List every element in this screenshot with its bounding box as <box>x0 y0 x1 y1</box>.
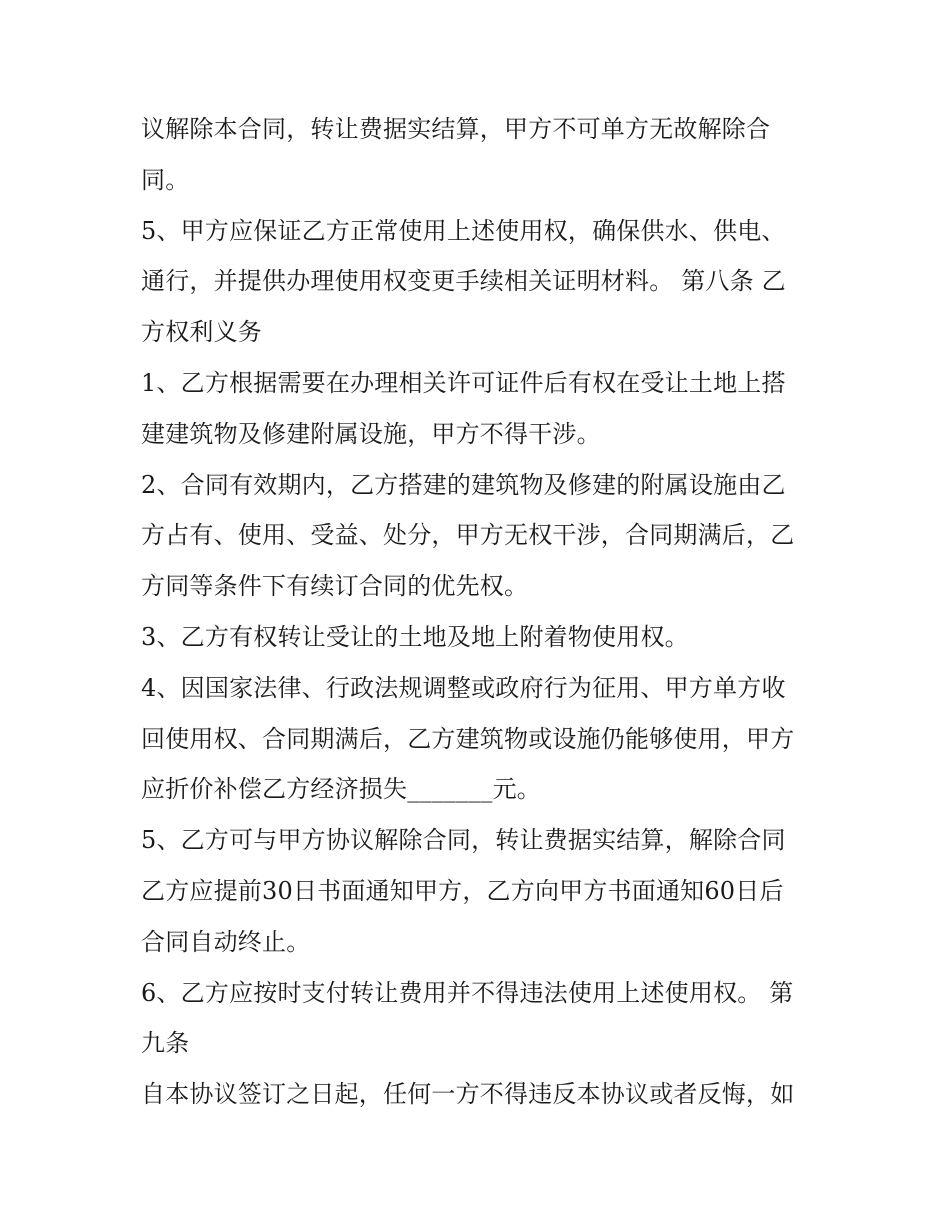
text-line: 通行，并提供办理使用权变更手续相关证明材料。 第八条 乙 <box>141 267 786 296</box>
text-line: 议解除本合同，转让费据实结算，甲方不可单方无故解除合 <box>141 115 771 143</box>
text-line: 应折价补偿乙方经济损失_______元。 <box>141 775 541 804</box>
text-line: 3、乙方有权转让受让的土地及地上附着物使用权。 <box>141 622 689 651</box>
text-line: 回使用权、合同期满后，乙方建筑物或设施仍能够使用，甲方 <box>141 724 795 753</box>
text-line: 自本协议签订之日起，任何一方不得违反本协议或者反悔，如 <box>141 1080 795 1109</box>
text-line: 4、因国家法律、行政法规调整或政府行为征用、甲方单方收 <box>141 673 786 702</box>
text-line: 5、乙方可与甲方协议解除合同，转让费据实结算，解除合同 <box>141 826 786 855</box>
text-line: 合同自动终止。 <box>141 927 311 956</box>
text-line: 方占有、使用、受益、处分，甲方无权干涉，合同期满后，乙 <box>141 521 795 550</box>
document-body <box>141 104 821 1120</box>
text-line: 建建筑物及修建附属设施，甲方不得干涉。 <box>141 419 601 448</box>
text-line: 九条 <box>141 1029 190 1058</box>
text-line: 乙方应提前30日书面通知甲方，乙方向甲方书面通知60日后 <box>141 876 784 905</box>
text-line: 方权利义务 <box>141 318 262 347</box>
text-line: 1、乙方根据需要在办理相关许可证件后有权在受让土地上搭 <box>141 368 786 397</box>
text-line: 同。 <box>141 165 190 194</box>
text-line: 2、合同有效期内，乙方搭建的建筑物及修建的附属设施由乙 <box>141 470 786 499</box>
text-line: 方同等条件下有续订合同的优先权。 <box>141 572 529 601</box>
text-line: 5、甲方应保证乙方正常使用上述使用权，确保供水、供电、 <box>141 216 786 245</box>
text-line: 6、乙方应按时支付转让费用并不得违法使用上述使用权。 第 <box>141 978 794 1007</box>
